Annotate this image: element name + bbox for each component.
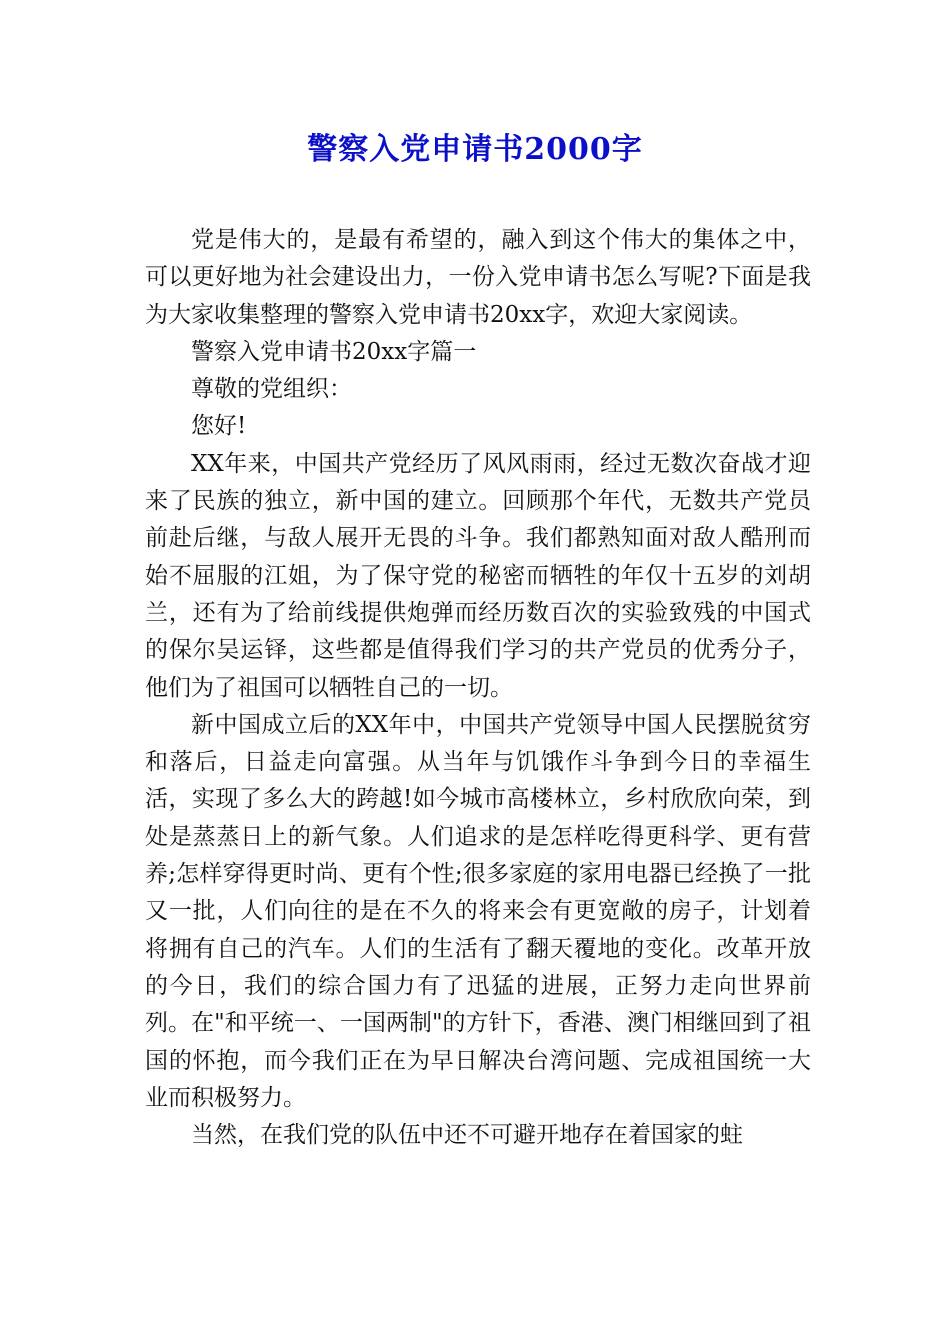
- paragraph-greeting: 您好!: [191, 413, 247, 440]
- paragraph-salutation: 尊敬的党组织：: [191, 376, 352, 403]
- paragraph-continuation: 当然，在我们党的队伍中还不可避开地存在着国家的蛀: [191, 1122, 743, 1149]
- paragraph-heading: 警察入党申请书20xx字篇一: [191, 338, 477, 365]
- document-body: [145, 222, 811, 1154]
- paragraph-development: 新中国成立后的XX年中，中国共产党领导中国人民摆脱贫穷和落后，日益走向富强。从当年与饥饿作斗争到今日的幸福生活，实现了多么大的跨越!如今城市高楼林立，乡村欣欣向荣，到处是蒸蒸日上的新气象。人们追求的是怎样吃得更科学、更有营养;怎样穿得更时尚、更有个性;很多家庭的家用电器已经换了一批又一批，人们向往的是在不久的将来会有更宽敞的房子，计划着将拥有自己的汽车。人们的生活有了翻天覆地的变化。改革开放的今日，我们的综合国力有了迅猛的进展，正努力走向世界前列。在"和平统一、一国两制"的方针下，香港、澳门相继回到了祖国的怀抱，而今我们正在为早日解决台湾问题、完成祖国统一大业而积极努力。: [145, 711, 811, 1111]
- paragraph-history: XX年来，中国共产党经历了风风雨雨，经过无数次奋战才迎来了民族的独立，新中国的建立。回顾那个年代，无数共产党员前赴后继，与敌人展开无畏的斗争。我们都熟知面对敌人酷刑而始不屈服的江姐，为了保守党的秘密而牺牲的年仅十五岁的刘胡兰，还有为了给前线提供炮弹而经历数百次的实验致残的中国式的保尔吴运铎，这些都是值得我们学习的共产党员的优秀分子，他们为了祖国可以牺牲自己的一切。: [145, 450, 811, 701]
- document-title: 警察入党申请书2000字: [307, 132, 643, 167]
- paragraph-intro: 党是伟大的，是最有希望的，融入到这个伟大的集体之中，可以更好地为社会建设出力，一份入党申请书怎么写呢?下面是我为大家收集整理的警察入党申请书20xx字，欢迎大家阅读。: [145, 227, 811, 328]
